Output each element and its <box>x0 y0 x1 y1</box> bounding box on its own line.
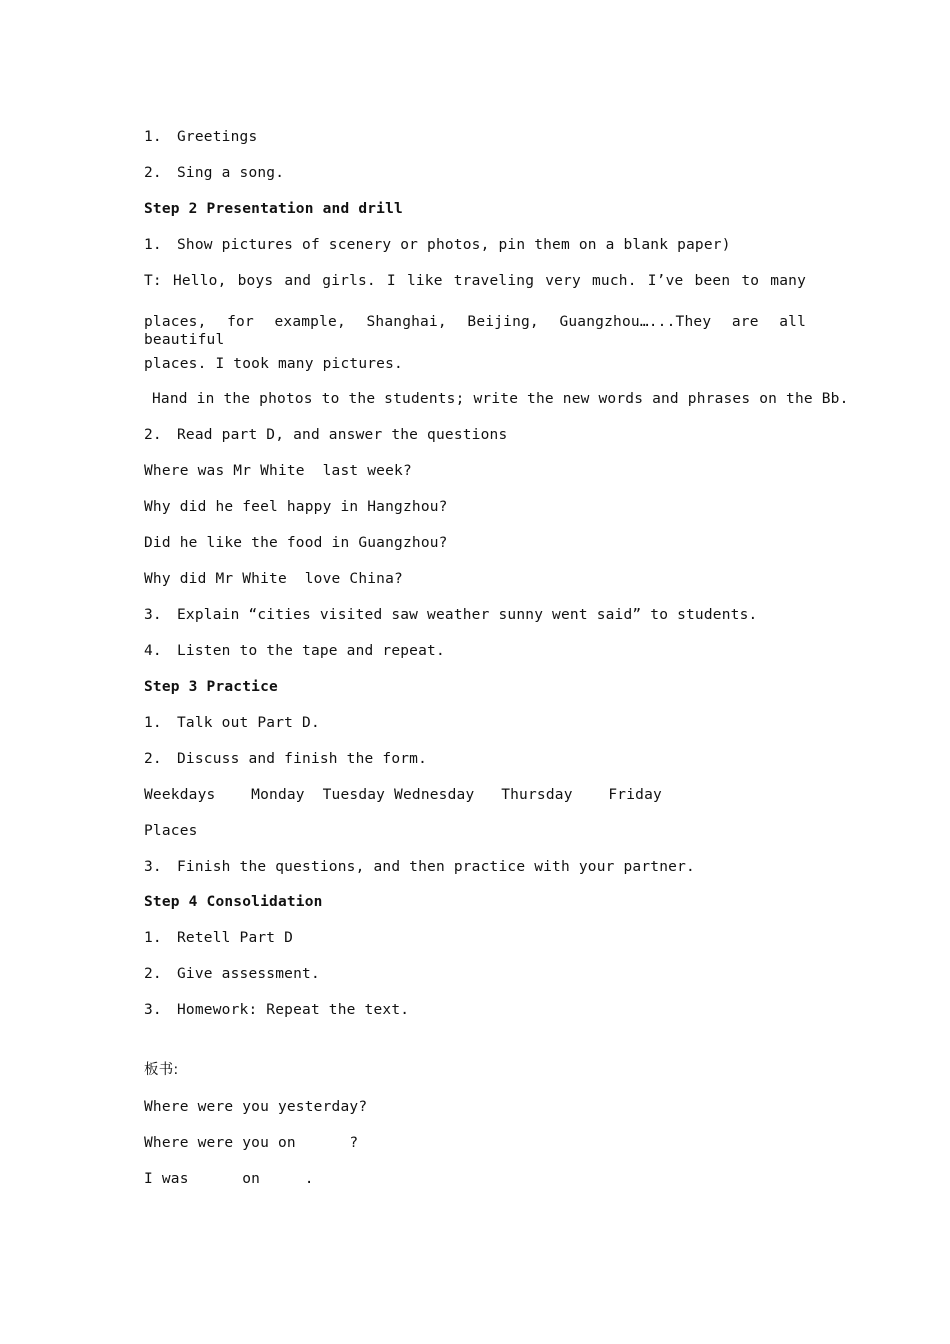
question-1: Where was Mr White last week? <box>144 463 412 479</box>
list-text: Retell Part D <box>177 930 294 946</box>
step3-item-3 <box>144 858 695 876</box>
list-text: Talk out Part D. <box>177 715 320 731</box>
step1-item-1 <box>144 128 257 146</box>
list-number: 2. <box>144 427 162 443</box>
step4-item-1 <box>144 929 293 947</box>
list-text: Finish the questions, and then practice with your partner. <box>177 859 695 875</box>
list-number: 2. <box>144 165 162 181</box>
step2-heading: Step 2 Presentation and drill <box>144 201 403 217</box>
list-number: 3. <box>144 859 162 875</box>
list-number: 2. <box>144 966 162 982</box>
list-text: Show pictures of scenery or photos, pin them on a blank paper) <box>177 237 731 253</box>
step2-item-1 <box>144 236 731 254</box>
list-number: 1. <box>144 930 162 946</box>
list-text: Listen to the tape and repeat. <box>177 643 445 659</box>
list-text: Read part D, and answer the questions <box>177 427 508 443</box>
question-3: Did he like the food in Guangzhou? <box>144 535 448 551</box>
step3-heading: Step 3 Practice <box>144 679 278 695</box>
list-text: Discuss and finish the form. <box>177 751 428 767</box>
board-line-2: Where were you on ? <box>144 1135 359 1151</box>
list-number: 3. <box>144 607 162 623</box>
teacher-line-1: T: Hello, boys and girls. I like traveling very much. I’ve been to many <box>144 273 806 289</box>
list-number: 1. <box>144 715 162 731</box>
list-text: Give assessment. <box>177 966 320 982</box>
list-number: 3. <box>144 1002 162 1018</box>
board-line-1: Where were you yesterday? <box>144 1099 368 1115</box>
form-row-weekdays: Weekdays Monday Tuesday Wednesday Thursday Friday <box>144 787 662 803</box>
list-number: 1. <box>144 237 162 253</box>
list-text: Homework: Repeat the text. <box>177 1002 410 1018</box>
teacher-line-2: places, for example, Shanghai, Beijing, Guangzhou…...They are all beautiful <box>144 314 806 348</box>
step2-item-4 <box>144 642 445 660</box>
question-4: Why did Mr White love China? <box>144 571 403 587</box>
list-text: Sing a song. <box>177 165 285 181</box>
step2-item-2 <box>144 426 507 444</box>
list-number: 2. <box>144 751 162 767</box>
step3-item-1 <box>144 714 320 732</box>
board-label: 板书: <box>144 1062 179 1078</box>
step1-item-2 <box>144 164 284 182</box>
step3-item-2 <box>144 750 427 768</box>
list-text: Greetings <box>177 129 258 145</box>
step4-item-2 <box>144 965 320 983</box>
form-row-places: Places <box>144 823 198 839</box>
step4-heading: Step 4 Consolidation <box>144 894 323 910</box>
question-2: Why did he feel happy in Hangzhou? <box>144 499 448 515</box>
hand-in-line: Hand in the photos to the students; write the new words and phrases on the Bb. <box>152 391 849 407</box>
step4-item-3 <box>144 1001 409 1019</box>
step2-item-3 <box>144 606 757 624</box>
list-number: 1. <box>144 129 162 145</box>
teacher-line-3: places. I took many pictures. <box>144 356 403 372</box>
list-text: Explain “cities visited saw weather sunny went said” to students. <box>177 607 758 623</box>
board-line-3: I was on . <box>144 1171 314 1187</box>
list-number: 4. <box>144 643 162 659</box>
